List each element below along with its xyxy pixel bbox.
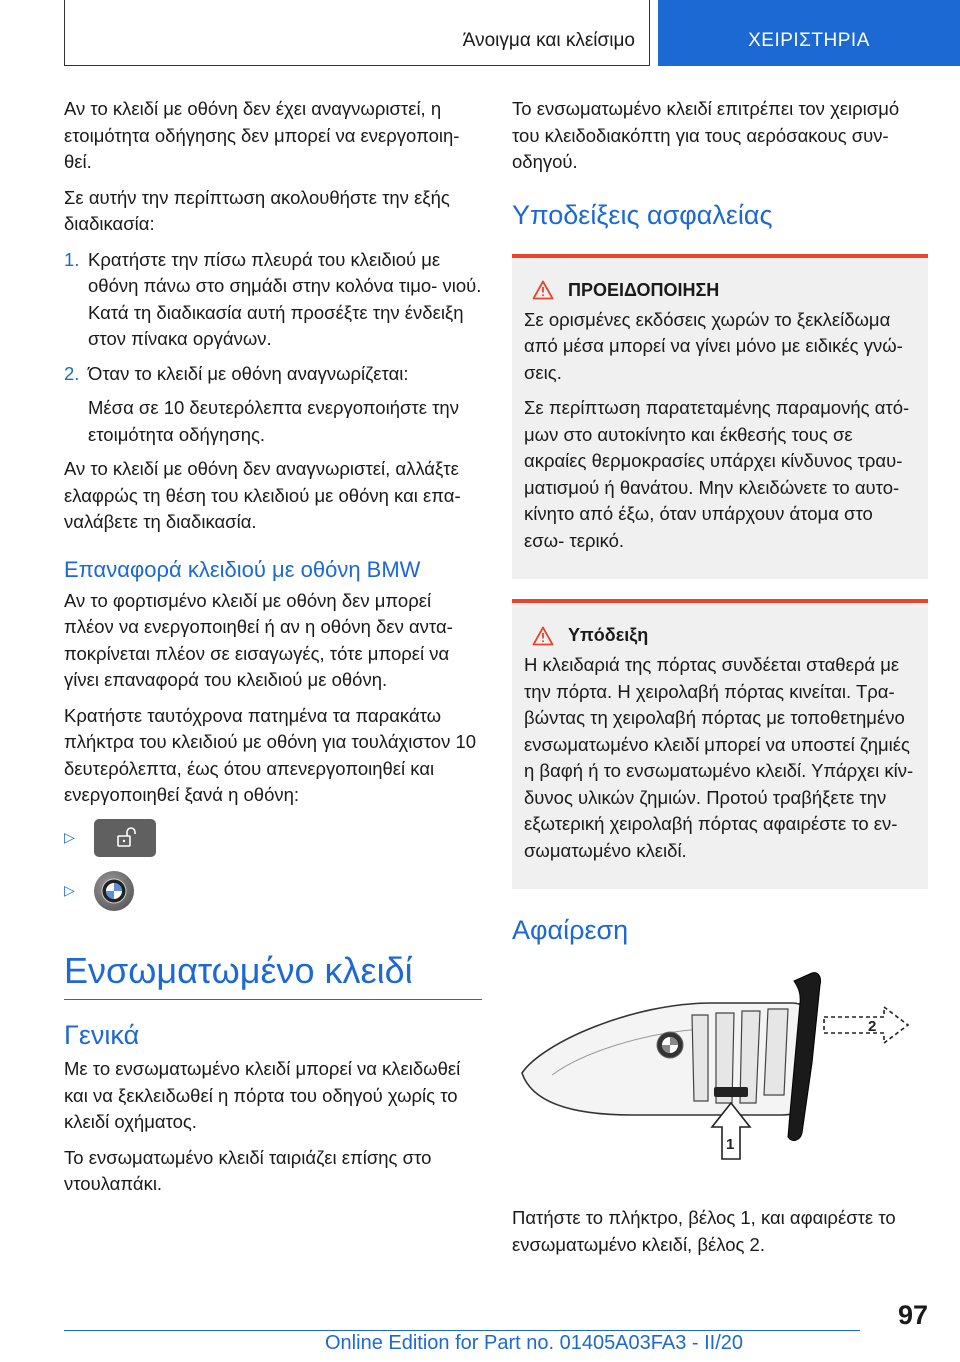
bullet-bmw-button <box>64 871 482 911</box>
step-text: Κρατήστε την πίσω πλευρά του κλειδιού με οθόνη πάνω στο σημάδι στην κολόνα τιμο- νιού. Κατά τη διαδικασία αυτή προσέξτε την ένδειξη στον πίνακα οργάνων. <box>88 248 482 349</box>
warning-text: Σε περίπτωση παρατεταμένης παραμονής ατό- μων στο αυτοκίνητο και έκθεσής τους σε ακραίες θερμοκρασίες υπάρχει κίνδυνος τραυ- ματισμού ή θανάτου. Μην κλειδώνετε το αυτο- κίνητο από έξω, όταν υπάρχουν άτομα στο εσω- τερικό. <box>524 397 910 551</box>
page-header <box>0 0 960 66</box>
warning-triangle-icon <box>532 626 554 646</box>
bullet-lock-button <box>64 819 482 857</box>
arrow-label-1: 1 <box>726 1136 735 1153</box>
paragraph: Αν το κλειδί με οθόνη δεν έχει αναγνωριστεί, η ετοιμότητα οδήγησης δεν μπορεί να ενεργοποιη- θεί. <box>64 98 460 172</box>
unlock-button-graphic <box>94 819 156 857</box>
paragraph: Σε αυτήν την περίπτωση ακολουθήστε την εξής διαδικασία: <box>64 186 450 234</box>
paragraph: Το ενσωματωμένο κλειδί ταιριάζει επίσης στο ντουλαπάκι. <box>64 1146 432 1194</box>
warning-header <box>524 280 914 301</box>
paragraph: Πατήστε το πλήκτρο, βέλος 1, και αφαιρέστε το ενσωματωμένο κλειδί, βέλος 2. <box>512 1207 896 1255</box>
paragraph: Το ενσωματωμένο κλειδί επιτρέπει τον χειρισμό του κλειδοδιακόπτη για τους αερόσακους συν- οδηγού. <box>512 98 900 172</box>
left-column <box>64 96 482 1207</box>
section-tab <box>658 0 960 66</box>
unlock-icon <box>94 819 156 857</box>
paragraph: Με το ενσωματωμένο κλειδί μπορεί να κλειδωθεί και να ξεκλειδωθεί η πόρτα του οδηγού χωρίς το κλειδί οχήματος. <box>64 1058 461 1132</box>
paragraph: Αν το κλειδί με οθόνη δεν αναγνωριστεί, αλλάξτε ελαφρώς τη θέση του κλειδιού με οθόνη και επα- ναλάβετε τη διαδικασία. <box>64 458 461 532</box>
reset-heading: Επαναφορά κλειδιού με οθόνη BMW <box>64 556 421 582</box>
bmw-logo-button-graphic <box>94 871 134 911</box>
warning-triangle-icon <box>532 280 554 300</box>
chapter-tab <box>64 0 650 66</box>
safety-heading: Υποδείξεις ασφαλείας <box>512 199 773 230</box>
paragraph: Αν το φορτισμένο κλειδί με οθόνη δεν μπορεί πλέον να ενεργοποιηθεί ή αν η οθόνη δεν αντα- ποκρίνεται πλέον σε εισαγωγές, τότε μπορεί να γίνει επαναφορά του κλειδιού με οθόνη. <box>64 589 453 690</box>
arrow-label-2: 2 <box>868 1018 877 1035</box>
edition-link[interactable]: Online Edition for Part no. 01405A03FA3 - II/20 <box>325 1332 744 1354</box>
step-item <box>64 361 482 388</box>
heading-rule <box>64 999 482 1001</box>
step-number: 2. <box>64 362 80 384</box>
page-number: 97 <box>897 1300 928 1330</box>
chapter-title: Άνοιγμα και κλείσιμο <box>462 30 635 51</box>
note-header <box>524 625 914 646</box>
note-text: Η κλειδαριά της πόρτας συνδέεται σταθερά με την πόρτα. Η χειρολαβή πόρτας κινείται. Τρα- βώντας τη χειρολαβή πόρτας με τοποθετημένο ενσωματωμένο κλειδί μπορεί να υποστεί ζημιές η βαφή ή το ενσωματωμένο κλειδί. Υπάρχει κίν- δυνος υλικών ζημιών. Προτού τραβήξετε την εξωτερική χειρολαβή πόρτας αφαιρέστε το εν- σωματωμένο κλειδί. <box>524 654 914 861</box>
warning-box <box>512 254 928 580</box>
step-item <box>64 247 482 353</box>
bullet-marker-icon: ▷ <box>64 829 75 845</box>
paragraph: Κρατήστε ταυτόχρονα πατημένα τα παρακάτω πλήκτρα του κλειδιού με οθόνη για τουλάχιστον 10 δευτερόλεπτα, έως ότου απενεργοποιηθεί και ενεργοποιηθεί ξανά η οθόνη: <box>64 704 477 805</box>
step-number: 1. <box>64 248 80 270</box>
note-box <box>512 599 928 889</box>
step-text: Όταν το κλειδί με οθόνη αναγνωρίζεται: <box>88 362 409 384</box>
key-fob-illustration <box>512 963 928 1163</box>
right-column <box>512 96 928 1267</box>
removal-heading: Αφαίρεση <box>512 915 629 945</box>
general-heading: Γενικά <box>64 1020 140 1050</box>
note-title: Υπόδειξη <box>568 625 649 645</box>
bmw-logo-icon <box>94 871 134 911</box>
bullet-marker-icon: ▷ <box>64 882 75 898</box>
step-subtext: Μέσα σε 10 δευτερόλεπτα ενεργοποιήστε την ετοιμότητα οδήγησης. <box>88 397 459 445</box>
integrated-key-heading: Ενσωματωμένο κλειδί <box>64 949 413 991</box>
section-title: ΧΕΙΡΙΣΤΗΡΙΑ <box>748 30 870 51</box>
key-removal-figure <box>512 963 928 1163</box>
footer-rule <box>64 1330 860 1331</box>
integrated-key-section <box>64 949 482 1001</box>
warning-title: ΠΡΟΕΙΔΟΠΟΙΗΣΗ <box>568 279 720 300</box>
warning-text: Σε ορισμένες εκδόσεις χωρών το ξεκλείδωμα από μέσα μπορεί να γίνει μόνο με ειδικές γνώ- σεις. <box>524 308 903 383</box>
